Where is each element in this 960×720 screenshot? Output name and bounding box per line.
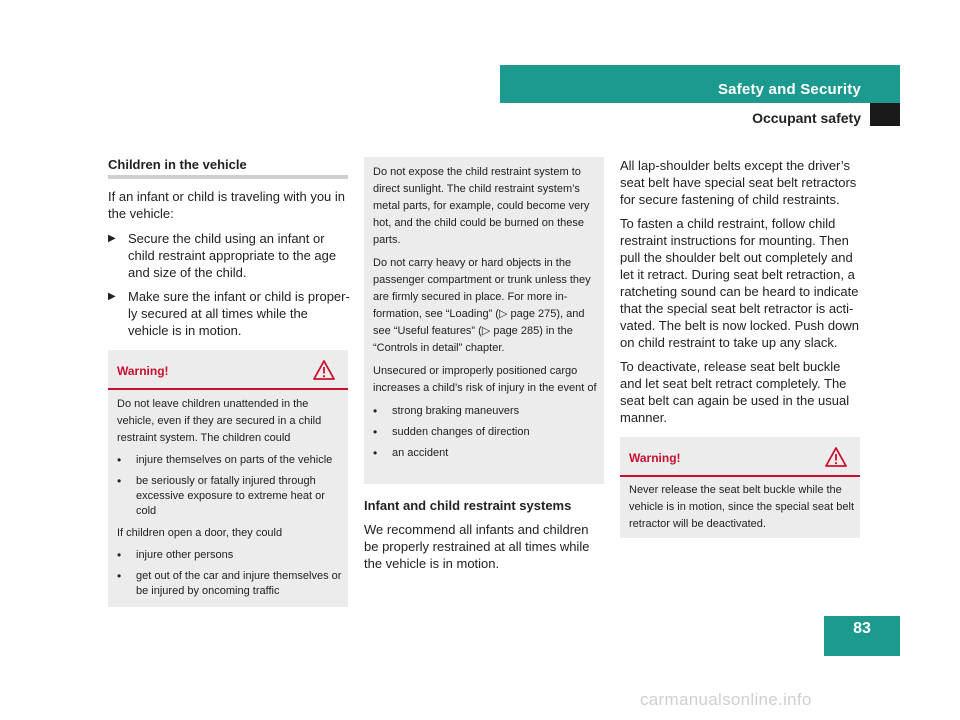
list-item: • injure themselves on parts of the vehicle (117, 453, 333, 467)
page-number: 83 (853, 620, 871, 637)
list-item: • an accident (373, 446, 449, 460)
list-item: • injure other persons (117, 548, 234, 562)
watermark: carmanualsonline.info (640, 690, 812, 709)
arrow-bullet-icon: ▶ (108, 233, 116, 244)
body-text: We recommend all infants and children be properly restrained at all times while the vehicle is in motion. (364, 522, 590, 571)
caution-box-child-restraint (364, 157, 604, 484)
subsection-title: Occupant safety (752, 110, 861, 126)
warning-box-children (108, 350, 348, 607)
body-text: To deactivate, release seat belt buckle and let seat belt retract completely. The seat belt can again be used in the usual manner. (620, 359, 850, 425)
body-text: All lap-shoulder belts except the driver’s seat belt have special seat belt retractors for secure fastening of child restraints. (620, 158, 857, 207)
caution-text: Do not carry heavy or hard objects in the passenger compartment or trunk unless they are firmly secured in place. For more in-formation, see “Loading” (▷ page 275), and see “Useful features” (▷ page 285) in the “Controls in detail” chapter. (373, 257, 591, 354)
warning-rule (620, 475, 860, 477)
warning-box-seat-belt (620, 437, 860, 538)
warning-rule (108, 388, 348, 390)
warning-text: Do not leave children unattended in the vehicle, even if they are secured in a child restraint system. The children could (117, 398, 322, 444)
intro-text: If an infant or child is traveling with you in the vehicle: (108, 189, 346, 221)
list-item: • get out of the car and injure themselves or be injured by oncoming traffic (117, 569, 342, 597)
instruction-item: ▶ Make sure the infant or child is proper-ly secured at all times while the vehicle is in motion. (108, 289, 350, 338)
heading-children-in-vehicle: Children in the vehicle (108, 157, 247, 172)
heading-rule (108, 175, 348, 179)
instruction-item: ▶ Secure the child using an infant or child restraint appropriate to the age and size of the child. (108, 231, 337, 280)
section-title: Safety and Security (717, 81, 861, 98)
heading-restraint-systems: Infant and child restraint systems (364, 498, 572, 513)
list-item: • sudden changes of direction (373, 425, 530, 439)
header-tab-marker (870, 103, 900, 126)
list-item: • be seriously or fatally injured through excessive exposure to extreme heat or cold (117, 474, 325, 517)
warning-text: Never release the seat belt buckle while the vehicle is in motion, since the special seat belt retractor will be deactivated. (629, 484, 855, 530)
arrow-bullet-icon: ▶ (108, 291, 116, 302)
body-text: To fasten a child restraint, follow child restraint instructions for mounting. Then pull the shoulder belt out completely and let it retract. During seat belt retraction, a ratcheting sound can be heard to indicate that the special seat belt retractor is acti-vated. The belt is now locked. Push down on child restraint to take up any slack. (620, 216, 859, 350)
warning-title: Warning! (117, 364, 169, 378)
warning-triangle-icon (312, 359, 336, 381)
warning-triangle-icon (824, 446, 848, 468)
caution-text: Unsecured or improperly positioned cargo increases a child’s risk of injury in the event of (373, 365, 597, 394)
warning-text: If children open a door, they could (117, 527, 283, 539)
list-item: • strong braking maneuvers (373, 404, 520, 418)
caution-text: Do not expose the child restraint system to direct sunlight. The child restraint system’s metal parts, for example, could become very hot, and the child could be burned on these parts. (373, 166, 590, 246)
warning-title: Warning! (629, 451, 681, 465)
